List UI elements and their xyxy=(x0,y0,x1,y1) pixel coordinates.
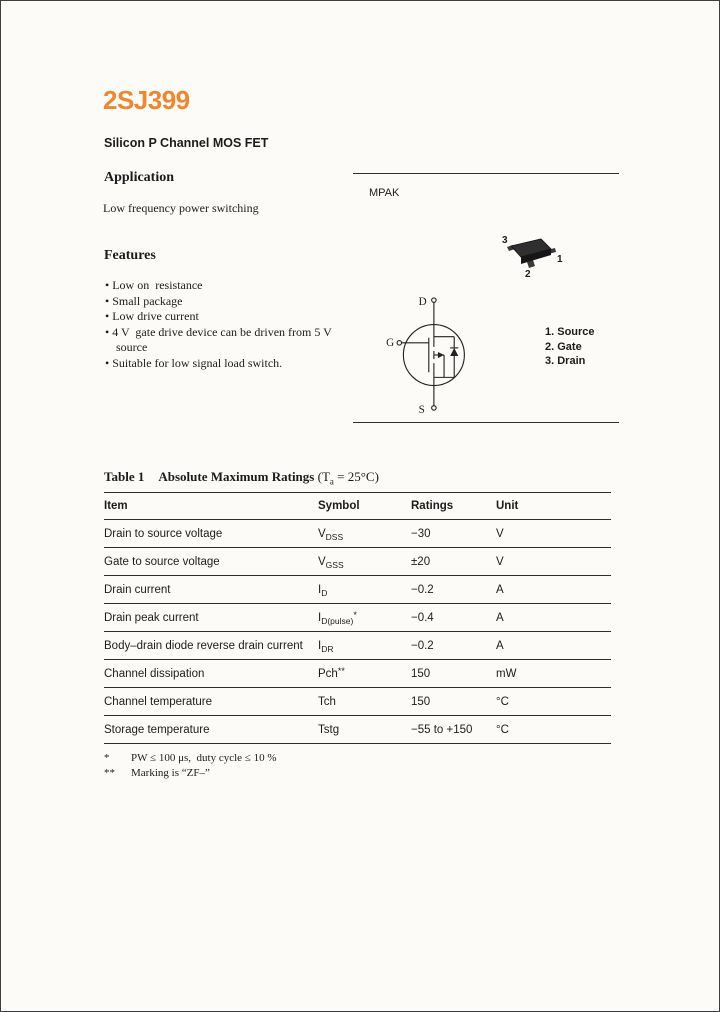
table-condition xyxy=(317,469,379,487)
cell-unit: V xyxy=(496,555,504,568)
footnote xyxy=(104,766,276,781)
cell-item: Storage temperature xyxy=(104,723,210,736)
cell-symbol xyxy=(318,660,411,688)
source-terminal-icon xyxy=(432,406,436,410)
cell-symbol xyxy=(318,632,411,660)
condition-sub: a xyxy=(329,476,334,487)
feature-item: • Low drive current xyxy=(105,309,337,325)
symbol-main: V xyxy=(318,527,326,540)
symbol-sub: D xyxy=(321,587,328,598)
table-row xyxy=(104,576,611,604)
package-panel xyxy=(353,173,619,423)
cell-rating: −55 to +150 xyxy=(411,723,473,736)
table-row xyxy=(104,520,611,548)
symbol-sub: GSS xyxy=(325,559,344,570)
cell-unit: °C xyxy=(496,695,509,708)
cell-unit: A xyxy=(496,639,504,652)
cell-symbol xyxy=(318,520,411,548)
cell-item: Gate to source voltage xyxy=(104,555,220,568)
symbol-sup: * xyxy=(353,609,357,620)
features-list xyxy=(105,278,337,371)
symbol-main: V xyxy=(318,555,326,568)
cell-symbol xyxy=(318,548,411,576)
header-symbol: Symbol xyxy=(318,500,360,512)
feature-item: • Suitable for low signal load switch. xyxy=(105,356,337,372)
symbol-main: Tch xyxy=(318,695,336,708)
pin-list xyxy=(545,325,595,369)
package-pin3-label: 3 xyxy=(502,235,508,246)
feature-item: • Low on resistance xyxy=(105,278,337,294)
cell-rating: 150 xyxy=(411,667,431,680)
gate-terminal-icon xyxy=(397,341,401,345)
header-ratings: Ratings xyxy=(411,500,454,512)
body-arrow-icon xyxy=(438,352,444,358)
feature-item: • 4 V gate drive device can be driven from 5 V source xyxy=(105,325,337,356)
symbol-main: Tstg xyxy=(318,723,340,736)
footnote-text: Marking is “ZF–” xyxy=(131,767,210,779)
cell-unit: V xyxy=(496,527,504,540)
cell-symbol xyxy=(318,604,411,632)
symbol-main: I xyxy=(318,611,322,624)
symbol-sup: ** xyxy=(337,665,345,676)
pin-item-gate: 2. Gate xyxy=(545,340,582,353)
header-item: Item xyxy=(104,500,128,512)
footnote xyxy=(104,751,276,766)
symbol-sub: D(pulse) xyxy=(321,615,354,626)
table-header-row xyxy=(104,493,611,520)
package-drawing xyxy=(499,230,565,278)
symbol-main: I xyxy=(318,583,322,596)
cell-item: Drain peak current xyxy=(104,611,199,624)
device-subtitle: Silicon P Channel MOS FET xyxy=(104,136,269,150)
application-text: Low frequency power switching xyxy=(103,201,259,215)
footnote-text: PW ≤ 100 μs, duty cycle ≤ 10 % xyxy=(131,752,277,764)
cell-item: Channel dissipation xyxy=(104,667,205,680)
cell-rating: −30 xyxy=(411,527,431,540)
cell-symbol xyxy=(318,716,411,744)
table-row xyxy=(104,660,611,688)
feature-item: • Small package xyxy=(105,294,337,310)
cell-item: Body–drain diode reverse drain current xyxy=(104,639,303,652)
pin-item-drain: 3. Drain xyxy=(545,355,586,367)
condition-post: = 25°C) xyxy=(333,469,379,484)
cell-item: Drain current xyxy=(104,583,171,596)
cell-rating: −0.2 xyxy=(411,583,434,596)
cell-rating: −0.2 xyxy=(411,639,434,652)
drain-label: D xyxy=(418,296,427,309)
cell-unit: °C xyxy=(496,723,509,736)
package-pin2-label: 2 xyxy=(525,269,531,278)
cell-unit: A xyxy=(496,583,504,596)
symbol-main: Pch xyxy=(318,667,338,680)
table-row xyxy=(104,688,611,716)
footnote-marker: * xyxy=(104,752,110,764)
footnote-marker: ** xyxy=(104,767,115,779)
table-title-text: Absolute Maximum Ratings xyxy=(158,469,315,484)
application-heading: Application xyxy=(104,170,175,185)
cell-unit: A xyxy=(496,611,504,624)
header-unit: Unit xyxy=(496,500,519,512)
symbol-sub: DSS xyxy=(325,531,344,542)
cell-rating: −0.4 xyxy=(411,611,434,624)
cell-symbol xyxy=(318,688,411,716)
cell-rating: ±20 xyxy=(411,555,431,568)
cell-unit: mW xyxy=(496,667,517,680)
pin-item-source: 1. Source xyxy=(545,326,595,338)
table-row xyxy=(104,548,611,576)
symbol-main: I xyxy=(318,639,322,652)
table-row xyxy=(104,716,611,744)
cell-item: Drain to source voltage xyxy=(104,527,223,540)
mosfet-symbol xyxy=(385,292,497,416)
table-row xyxy=(104,632,611,660)
package-name: MPAK xyxy=(369,187,400,199)
features-heading: Features xyxy=(104,248,156,263)
drain-terminal-icon xyxy=(432,298,436,302)
footnotes xyxy=(104,751,276,781)
package-pin1-label: 1 xyxy=(557,254,563,265)
ratings-table xyxy=(104,492,611,744)
table-title xyxy=(104,469,379,487)
part-number: 2SJ399 xyxy=(103,85,190,115)
table-label: Table 1 xyxy=(104,469,145,484)
condition-pre: (T xyxy=(317,469,330,484)
cell-symbol xyxy=(318,576,411,604)
diode-icon xyxy=(450,348,458,356)
source-label: S xyxy=(418,403,425,416)
gate-label: G xyxy=(386,336,395,349)
symbol-sub: DR xyxy=(321,643,334,654)
cell-rating: 150 xyxy=(411,695,431,708)
cell-item: Channel temperature xyxy=(104,695,213,708)
table-row xyxy=(104,604,611,632)
